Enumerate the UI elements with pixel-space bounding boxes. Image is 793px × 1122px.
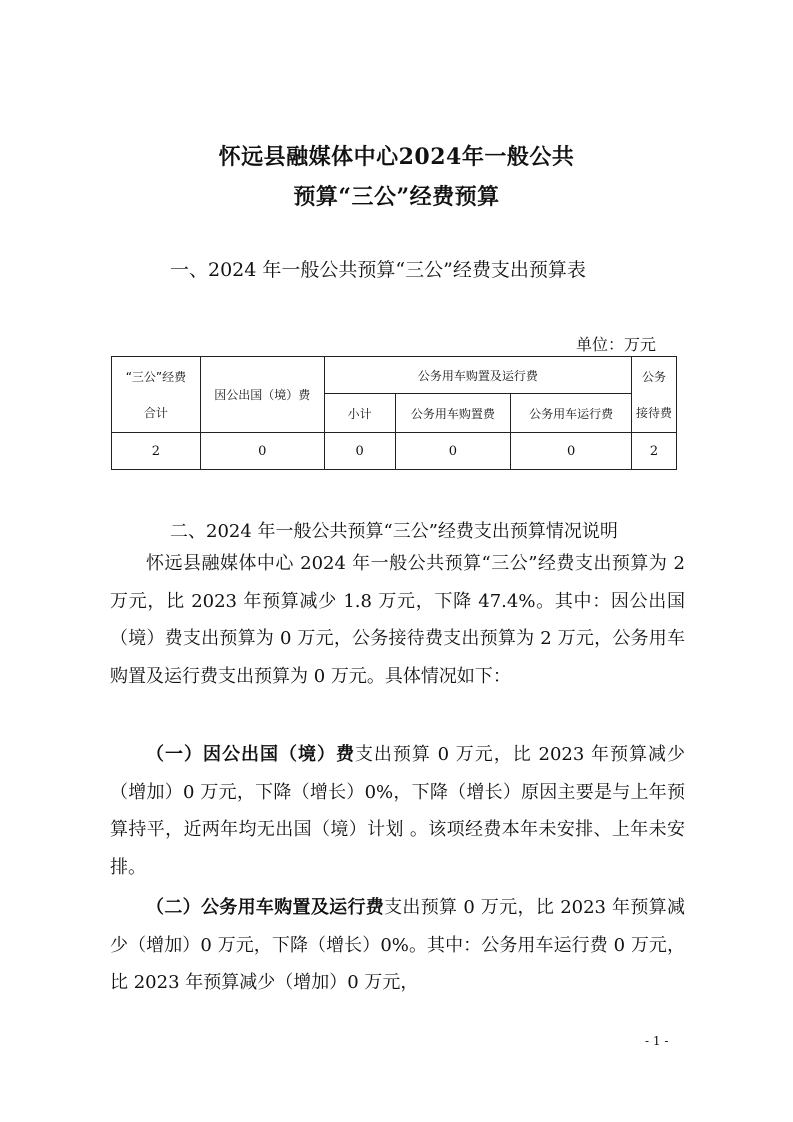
document-title-line2: 预算“三公”经费预算 [293, 184, 500, 210]
value-total: 2 [112, 433, 201, 470]
header-abroad: 因公出国（境）费 [200, 357, 324, 433]
header-reception-line1: 公务 [642, 369, 667, 384]
section2-heading: 二、2024 年一般公共预算“三公”经费支出预算情况说明 [170, 521, 618, 542]
value-subtotal: 0 [324, 433, 395, 470]
header-total-line1: “三公”经费 [125, 369, 187, 384]
page-number: - 1 - [645, 1034, 669, 1048]
value-purchase: 0 [395, 433, 511, 470]
section1-heading: 一、2024 年一般公共预算“三公”经费支出预算表 [170, 259, 586, 281]
header-vehicle-group: 公务用车购置及运行费 [324, 357, 631, 394]
paragraph-vehicle-body: 支出预算 0 万元，比 2023 年预算减少（增加）0 万元，下降（增长）0%。其中：公务用车运行费 0 万元，比 2023 年预算减少（增加）0 万元， [110, 897, 685, 993]
header-reception-line2: 接待费 [636, 405, 673, 420]
value-operation: 0 [511, 433, 632, 470]
paragraph-abroad-body: 支出预算 0 万元，比 2023 年预算减少（增加）0 万元，下降（增长）0%，下降（增长）原因主要是与上年预算持平，近两年均无出国（境）计划 。该项经费本年未安排、上年未安排。 [110, 744, 685, 878]
paragraph-vehicle-lead: （二）公务用车购置及运行费 [146, 897, 385, 918]
header-reception-cell [632, 357, 677, 433]
subheader-purchase: 公务用车购置费 [395, 394, 511, 433]
paragraph-abroad-lead: （一）因公出国（境）费 [146, 744, 355, 765]
subheader-operation: 公务用车运行费 [511, 394, 632, 433]
subheader-subtotal: 小计 [324, 394, 395, 433]
paragraph-abroad [110, 736, 685, 886]
budget-table [111, 356, 677, 470]
table-row [112, 433, 677, 470]
header-total-line2: 合计 [143, 405, 168, 420]
value-reception: 2 [632, 433, 677, 470]
header-total-cell [112, 357, 201, 433]
document-title-line1: 怀远县融媒体中心2024年一般公共 [218, 144, 575, 170]
unit-label: 单位：万元 [576, 335, 657, 354]
value-abroad: 0 [200, 433, 324, 470]
paragraph-summary: 怀远县融媒体中心 2024 年一般公共预算“三公”经费支出预算为 2 万元，比 2023 年预算减少 1.8 万元，下降 47.4%。其中：因公出国（境）费支出预算为 0 万元，公务接待费支出预算为 2 万元，公务用车购置及运行费支出预算为 0 万元。具体情况如下： [110, 553, 685, 687]
paragraph-vehicle [110, 889, 685, 1002]
